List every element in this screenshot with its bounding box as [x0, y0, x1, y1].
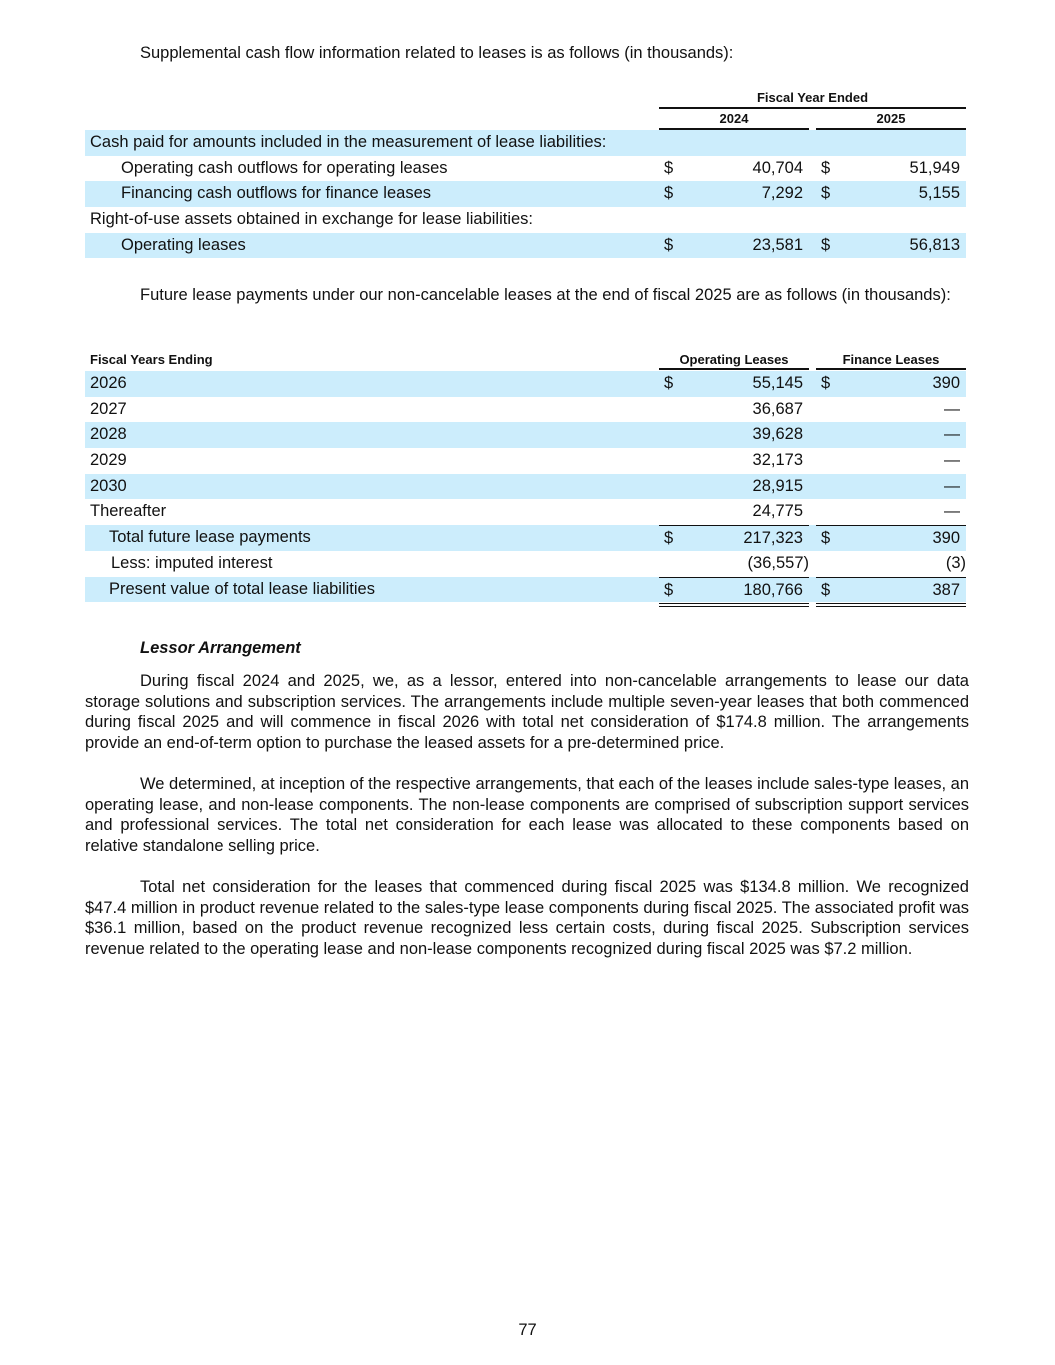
value-2025: 5,155 [918, 184, 960, 203]
future-payments-intro: Future lease payments under our non-cancelable leases at the end of fiscal 2025 are as follows (in thousands): [140, 286, 951, 304]
dollar-sign: $ [821, 374, 831, 392]
lessor-paragraph-1: During fiscal 2024 and 2025, we, as a lessor, entered into non-cancelable arrangements to lease our data storage solutions and subscription services. The arrangements include multiple seven-year leases that both commenced during fiscal 2025 and will commence in fiscal 2026 with total net consideration of $174.8 million. The arrangements provide an end-of-term option to purchase the leased assets for a pre-determined price. [85, 672, 969, 752]
row-label: Thereafter [90, 502, 167, 521]
table1-col-2024: 2024 [659, 109, 809, 130]
section-heading-lessor-arrangement: Lessor Arrangement [140, 639, 301, 657]
row-label: Operating cash outflows for operating leases [121, 158, 448, 177]
table1-header [659, 88, 966, 130]
row-label: 2027 [90, 399, 127, 418]
dollar-sign: $ [664, 580, 674, 599]
table-row [85, 474, 966, 500]
finance-value: — [944, 503, 960, 521]
row-label: Less: imputed interest [111, 553, 273, 572]
row-label: Operating leases [121, 235, 246, 254]
finance-value: 387 [932, 580, 960, 599]
value-2025: 56,813 [909, 235, 960, 254]
finance-value: 390 [932, 374, 960, 392]
dollar-sign: $ [664, 235, 674, 254]
table-row [85, 422, 966, 448]
table-row [85, 181, 966, 207]
table1-group-header: Fiscal Year Ended [659, 88, 966, 109]
operating-value: 55,145 [752, 374, 803, 392]
row-label: Total future lease payments [109, 528, 311, 547]
dollar-sign: $ [664, 374, 674, 392]
dollar-sign: $ [821, 580, 831, 599]
operating-value: 180,766 [743, 580, 803, 599]
table-row [85, 130, 966, 156]
lessor-paragraph-2: We determined, at inception of the respective arrangements, that each of the leases include sales-type leases, an operating lease, and non-lease components. The non-lease components are comprised of subscription support services and professional services. The total net consideration for each lease was allocated to these components based on relative standalone selling price. [85, 775, 969, 855]
table2-col-operating: Operating Leases [659, 350, 809, 370]
operating-value: 217,323 [743, 529, 803, 548]
table2-header [85, 350, 966, 370]
table-row [85, 448, 966, 474]
row-label: 2028 [90, 425, 127, 444]
dollar-sign: $ [821, 158, 831, 177]
dollar-sign: $ [821, 235, 831, 254]
finance-value: 390 [932, 529, 960, 548]
value-2024: 23,581 [752, 235, 803, 254]
value-2024: 40,704 [752, 158, 803, 177]
future-lease-payments-table [85, 371, 966, 602]
table2-header-label: Fiscal Years Ending [90, 352, 213, 367]
operating-value: 28,915 [752, 476, 803, 495]
value-2025: 51,949 [909, 158, 960, 177]
table1-col-2025: 2025 [816, 109, 966, 130]
dollar-sign: $ [821, 184, 831, 203]
operating-value: 36,687 [752, 399, 803, 418]
dollar-sign: $ [664, 184, 674, 203]
table2-col-finance: Finance Leases [816, 350, 966, 370]
finance-value: — [944, 426, 960, 444]
row-label: Right-of-use assets obtained in exchange for lease liabilities: [90, 210, 534, 229]
table-row [85, 156, 966, 182]
row-label: 2029 [90, 451, 127, 470]
finance-value: — [944, 477, 960, 495]
row-label: 2030 [90, 476, 127, 495]
row-label: Present value of total lease liabilities [109, 579, 375, 598]
operating-value: 39,628 [752, 425, 803, 444]
table-row [85, 499, 966, 525]
finance-value: — [944, 400, 960, 418]
row-label: Financing cash outflows for finance leases [121, 184, 432, 203]
page-number: 77 [518, 1321, 537, 1339]
supplemental-cash-flow-table [85, 130, 966, 258]
value-2024: 7,292 [761, 184, 803, 203]
table-row-present-value [85, 577, 966, 603]
dollar-sign: $ [664, 529, 674, 548]
table-row [85, 551, 966, 577]
finance-value: (3) [945, 553, 966, 572]
operating-value: 24,775 [752, 502, 803, 521]
table-row-total [85, 525, 966, 551]
supplemental-intro: Supplemental cash flow information related to leases is as follows (in thousands): [140, 44, 734, 62]
row-label: 2026 [90, 374, 127, 392]
table-row [85, 233, 966, 259]
table-row [85, 207, 966, 233]
row-label: Cash paid for amounts included in the measurement of lease liabilities: [90, 133, 607, 151]
dollar-sign: $ [664, 158, 674, 177]
table-row [85, 371, 966, 397]
table-row [85, 397, 966, 423]
lessor-paragraph-3: Total net consideration for the leases that commenced during fiscal 2025 was $134.8 million. We recognized $47.4 million in product revenue related to the sales-type lease components during fiscal 2025. The associated profit was $36.1 million, based on the product revenue recognized less certain costs, during fiscal 2025. Subscription services revenue related to the operating lease and non-lease components recognized during fiscal 2025 was $7.2 million. [85, 878, 969, 958]
finance-value: — [944, 452, 960, 470]
dollar-sign: $ [821, 529, 831, 548]
operating-value: (36,557) [747, 553, 809, 572]
operating-value: 32,173 [752, 451, 803, 470]
